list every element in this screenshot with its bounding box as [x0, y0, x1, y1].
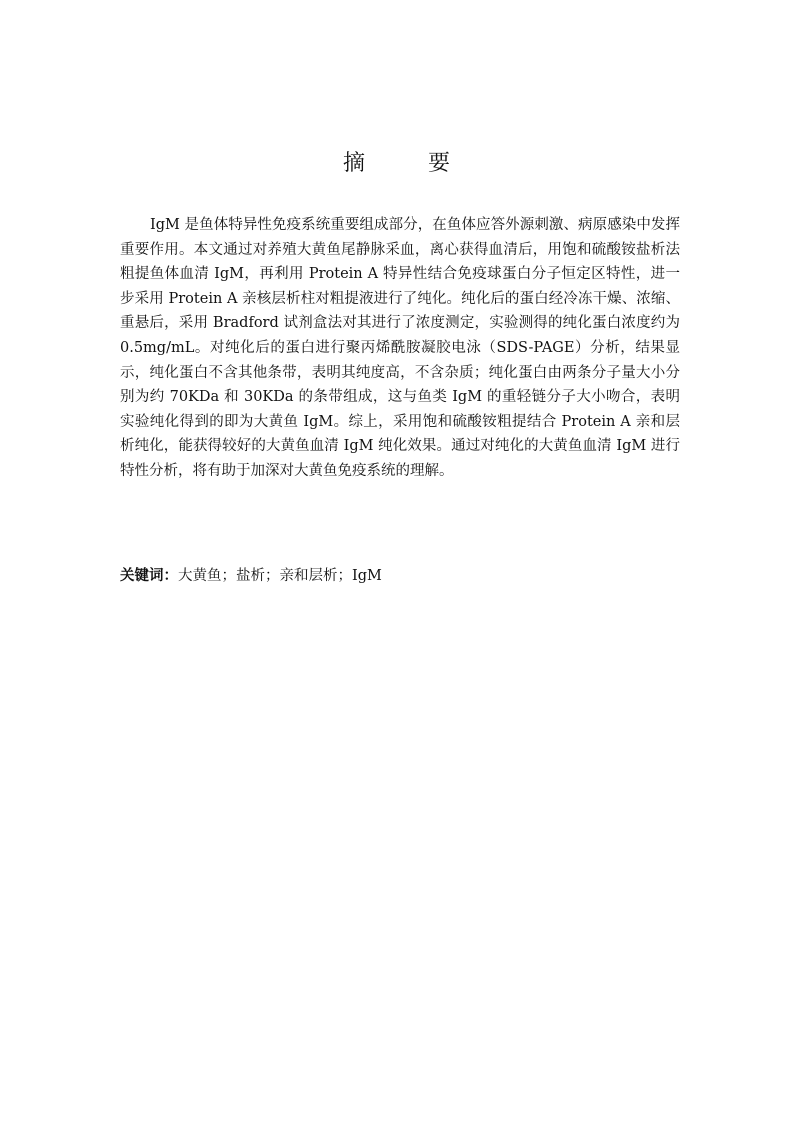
abstract-body: IgM 是鱼体特异性免疫系统重要组成部分，在鱼体应答外源刺激、病原感染中发挥重要作用。本文通过对养殖大黄鱼尾静脉采血，离心获得血清后，用饱和硫酸铵盐析法粗提鱼体血清 IgM，再利用 Protein A 特异性结合免疫球蛋白分子恒定区特性，进一步采用 Protein A 亲核层析柱对粗提液进行了纯化。纯化后的蛋白经冷冻干燥、浓缩、重悬后，采用 Bradford 试剂盒法对其进行了浓度测定，实验测得的纯化蛋白浓度约为 0.5mg/mL。对纯化后的蛋白进行聚丙烯酰胺凝胶电泳（SDS-PAGE）分析，结果显示，纯化蛋白不含其他条带，表明其纯度高，不含杂质；纯化蛋白由两条分子量大小分别为约 70KDa 和 30KDa 的条带组成，这与鱼类 IgM 的重轻链分子大小吻合，表明实验纯化得到的即为大黄鱼 IgM。综上，采用饱和硫酸铵粗提结合 Protein A 亲和层析纯化，能获得较好的大黄鱼血清 IgM 纯化效果。通过对纯化的大黄鱼血清 IgM 进行特性分析，将有助于加深对大黄鱼免疫系统的理解。 [120, 217, 680, 479]
keywords-line [120, 564, 680, 588]
abstract-title: 摘 要 [343, 151, 478, 176]
keywords-label: 关键词： [120, 568, 178, 584]
keywords-text: 大黄鱼；盐析；亲和层析；IgM [178, 568, 382, 584]
